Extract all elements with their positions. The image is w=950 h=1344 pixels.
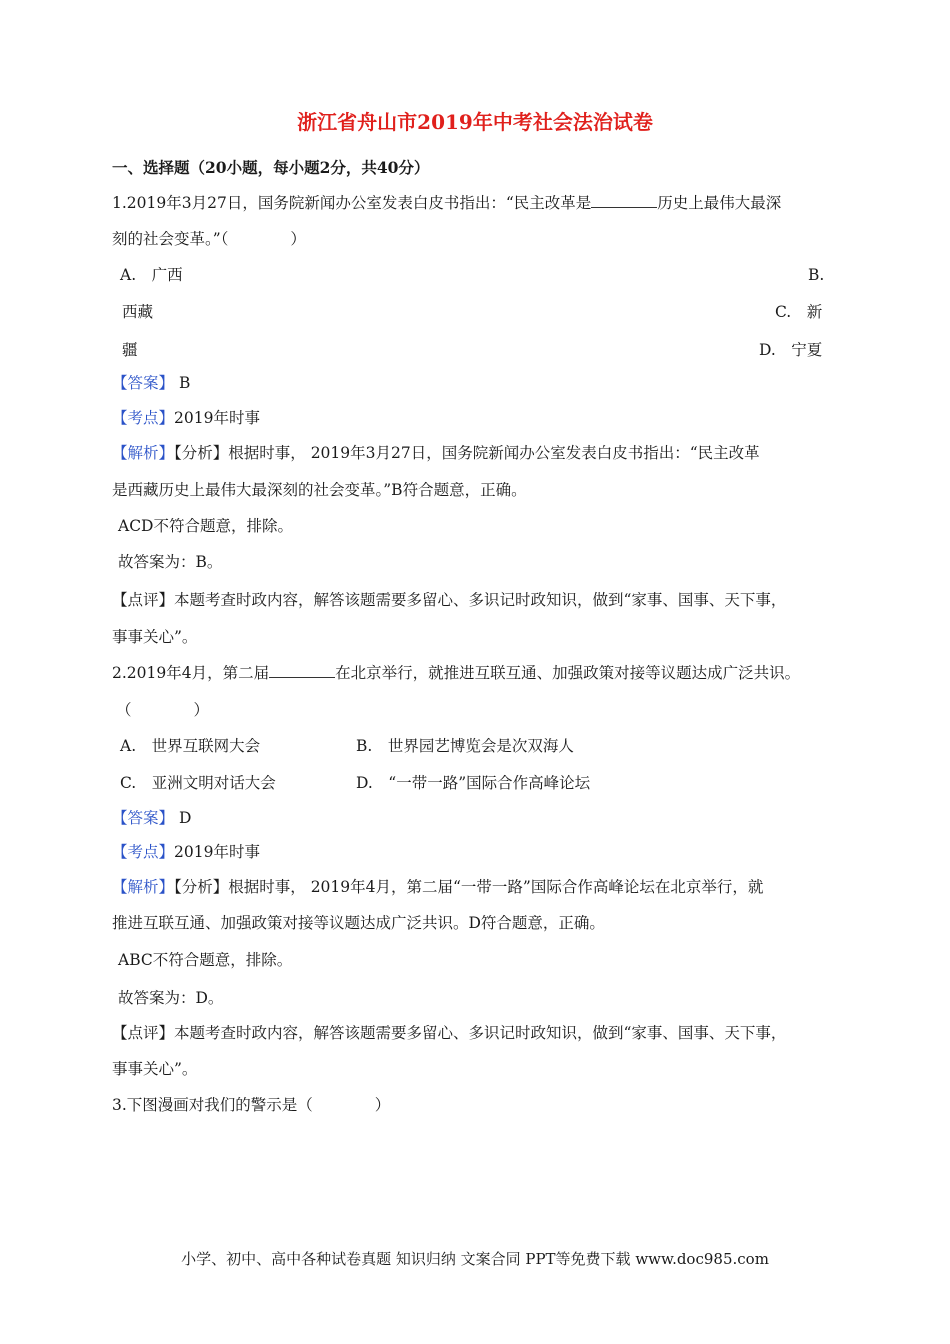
q2-option-a: A. 世界互联网大会 [120,737,261,755]
q1-comment-line2: 事事关心”。 [112,628,198,646]
section-heading: 一、选择题（20小题，每小题2分，共40分） [112,158,430,177]
q2-option-d: D. “一带一路”国际合作高峰论坛 [356,774,591,792]
q1-stem-part1: 1.2019年3月27日，国务院新闻办公室发表白皮书指出：“民主改革是 [112,194,592,212]
q1-option-c-letter: C. 新 [775,303,823,321]
q1-option-b-text: 西藏 [122,303,154,321]
q2-answer: D [178,809,192,827]
q2-stem-line1 [112,663,800,683]
q2-comment-line1: 【点评】本题考查时政内容，解答该题需要多留心、多识记时政知识，做到“家事、国事、天下事， [112,1024,787,1042]
q2-analysis-line3: ABC不符合题意，排除。 [118,951,293,969]
q2-stem-part1: 2.2019年4月，第二届 [112,664,270,682]
q1-option-c-text: 疆 [122,341,138,359]
q2-stem-line2: （ ） [116,701,210,719]
q2-option-b: B. 世界园艺博览会是次双海人 [356,737,574,755]
q1-analysis-line3: ACD不符合题意，排除。 [118,517,293,535]
point-tag: 【考点】 [112,409,175,427]
q1-stem-line2: 刻的社会变革。”（ ） [112,230,306,248]
q1-comment-line1: 【点评】本题考查时政内容，解答该题需要多留心、多识记时政知识，做到“家事、国事、天下事， [112,591,787,609]
q2-analysis-line2: 推进互联互通、加强政策对接等议题达成广泛共识。D符合题意，正确。 [112,914,605,932]
q1-analysis-line2: 是西藏历史上最伟大最深刻的社会变革。”B符合题意，正确。 [112,481,527,499]
q1-analysis-line4: 故答案为：B。 [118,553,223,571]
q2-comment-line2: 事事关心”。 [112,1060,198,1078]
q1-option-b-letter: B. [808,266,825,284]
q2-analysis-line1 [112,877,763,897]
q1-blank [591,193,657,208]
q3-stem: 3.下图漫画对我们的警示是（ ） [112,1096,391,1114]
q1-analysis-text1: 【分析】根据时事， 2019年3月27日，国务院新闻办公室发表白皮书指出：“民主改革 [174,444,760,462]
q2-blank [269,663,335,678]
analysis-tag: 【解析】 [112,878,175,896]
q2-point-line [112,842,260,862]
q1-option-a: A. 广西 [120,266,183,284]
q1-stem-part2: 历史上最伟大最深 [657,194,782,212]
q2-analysis-text1: 【分析】根据时事， 2019年4月，第二届“一带一路”国际合作高峰论坛在北京举行，就 [174,878,764,896]
q1-answer: B [178,374,191,392]
answer-tag: 【答案】 [112,809,175,827]
page-footer: 小学、初中、高中各种试卷真题 知识归纳 文案合同 PPT等免费下载 www.doc985.com [181,1250,769,1268]
q1-answer-line [112,373,190,393]
q1-point: 2019年时事 [174,409,260,427]
page-title: 浙江省舟山市2019年中考社会法治试卷 [297,110,653,134]
q1-stem-line1 [112,193,781,213]
q2-stem-part2: 在北京举行，就推进互联互通、加强政策对接等议题达成广泛共识。 [335,664,801,682]
q2-analysis-line4: 故答案为：D。 [118,989,224,1007]
q2-answer-line [112,808,191,828]
analysis-tag: 【解析】 [112,444,175,462]
q1-option-d: D. 宁夏 [759,341,823,359]
q2-point: 2019年时事 [174,843,260,861]
answer-tag: 【答案】 [112,374,175,392]
q1-point-line [112,408,260,428]
q2-option-c: C. 亚洲文明对话大会 [120,774,276,792]
point-tag: 【考点】 [112,843,175,861]
q1-analysis-line1 [112,443,760,463]
